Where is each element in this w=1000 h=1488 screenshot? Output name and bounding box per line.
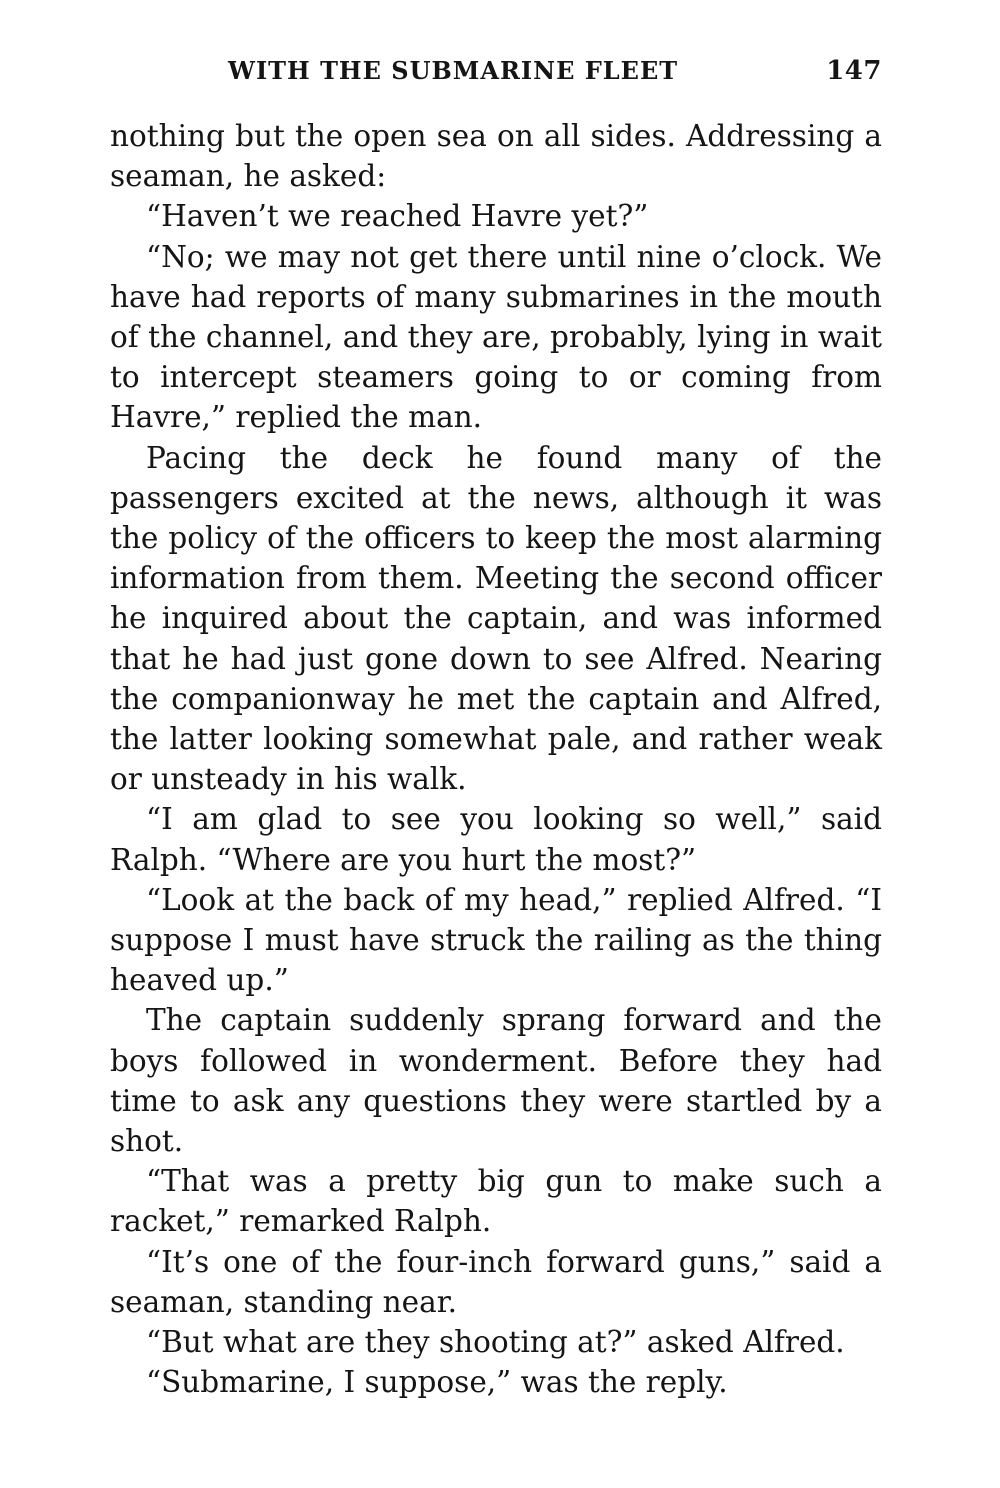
paragraph: “No; we may not get there until nine o’clock. We have had reports of many submarines in the mouth of the channel, and they are, probably, lying in wait to intercept steamers going to or coming from Havre,” replied the man. (110, 239, 882, 435)
paragraph: nothing but the open sea on all sides. Addressing a seaman, he asked: (110, 119, 882, 194)
paragraph: “Submarine, I suppose,” was the reply. (146, 1365, 728, 1400)
paragraph: “That was a pretty big gun to make such a racket,” remarked Ralph. (110, 1164, 882, 1239)
paragraph: “It’s one of the four-inch forward guns,” said a seaman, standing near. (110, 1244, 882, 1319)
paragraph: The captain suddenly sprang forward and the boys followed in wonderment. Before they had time to ask any questions they were startled by a shot. (110, 1003, 882, 1159)
running-head (110, 56, 882, 92)
paragraph: “But what are they shooting at?” asked Alfred. (146, 1325, 845, 1360)
paragraph: “Look at the back of my head,” replied Alfred. “I suppose I must have struck the railing as the thing heaved up.” (110, 882, 882, 998)
body-text (110, 116, 882, 1403)
paragraph: “I am glad to see you looking so well,” said Ralph. “Where are you hurt the most?” (110, 802, 882, 877)
paragraph: “Haven’t we reached Havre yet?” (146, 199, 649, 234)
book-page (110, 56, 882, 1456)
paragraph: Pacing the deck he found many of the passengers excited at the news, although it was the policy of the officers to keep the most alarming information from them. Meeting the second officer he inquired about the captain, and was informed that he had just gone down to see Alfred. Nearing the companionway he met the captain and Alfred, the latter looking somewhat pale, and rather weak or unsteady in his walk. (110, 440, 882, 797)
running-title: WITH THE SUBMARINE FLEET (228, 56, 679, 85)
page-number: 147 (826, 56, 882, 86)
